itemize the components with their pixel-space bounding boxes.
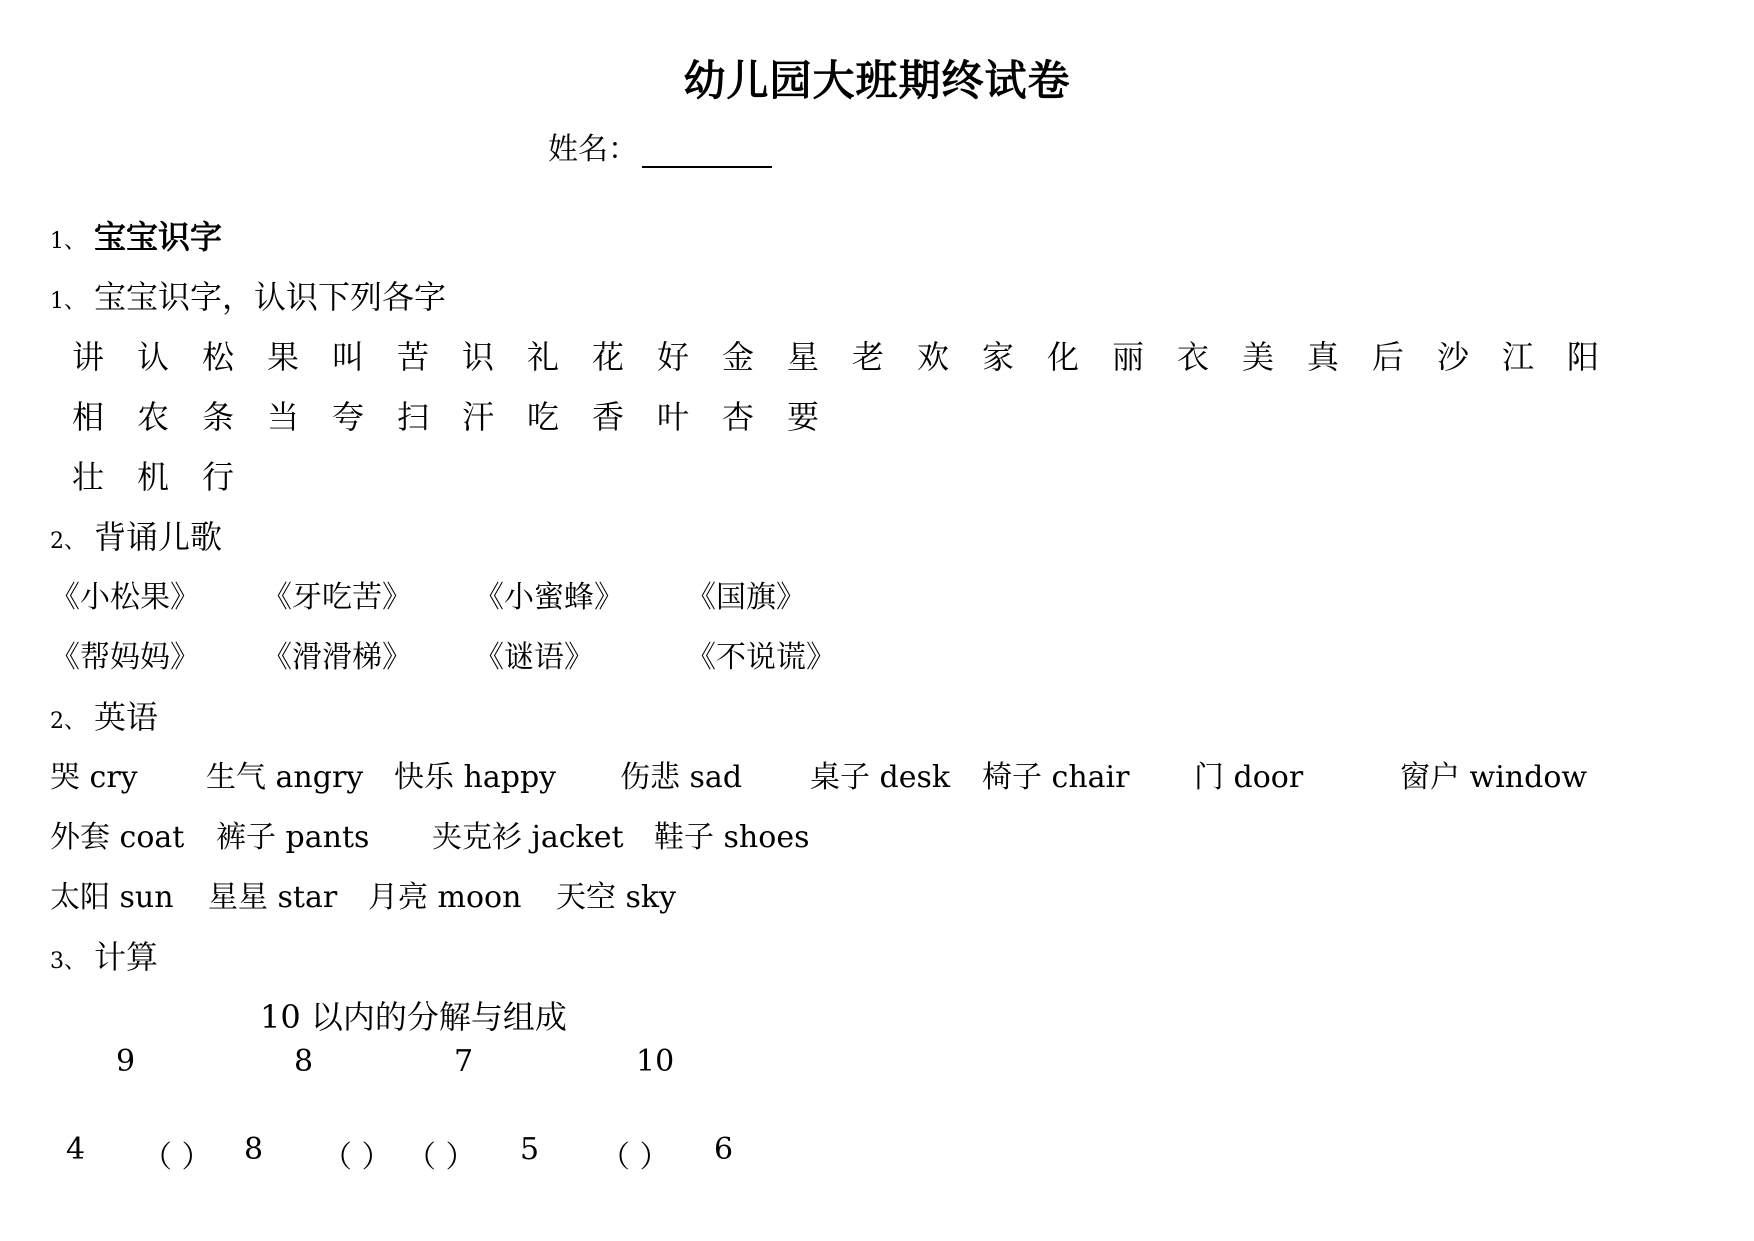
character: 农 xyxy=(137,398,170,436)
character: 金 xyxy=(722,338,755,376)
character: 江 xyxy=(1502,338,1535,376)
poems-row-2 xyxy=(50,632,950,675)
character: 吃 xyxy=(527,398,560,436)
vocab-item: 外套 coat xyxy=(50,820,185,855)
poem-title: 《帮妈妈》 xyxy=(50,640,200,675)
character: 后 xyxy=(1372,338,1405,376)
poems-row-1 xyxy=(50,572,950,615)
vocab-item: 月亮 moon xyxy=(368,880,522,915)
calc-number: 4 xyxy=(66,1132,86,1167)
vocab-item: 椅子 chair xyxy=(982,760,1130,795)
character: 花 xyxy=(592,338,625,376)
vocab-item: 裤子 pants xyxy=(216,820,370,855)
character: 果 xyxy=(267,338,300,376)
page-title: 幼儿园大班期终试卷 xyxy=(683,56,1071,105)
character: 丽 xyxy=(1112,338,1145,376)
character: 衣 xyxy=(1177,338,1210,376)
character: 美 xyxy=(1242,338,1275,376)
vocab-item: 哭 cry xyxy=(50,760,138,795)
name-blank[interactable] xyxy=(642,136,772,168)
calc-number: 6 xyxy=(714,1132,734,1167)
section-3-title: 计算 xyxy=(94,938,159,976)
character: 香 xyxy=(592,398,625,436)
calc-number: 7 xyxy=(454,1044,474,1079)
calc-number: 5 xyxy=(520,1132,540,1167)
vocab-item: 门 door xyxy=(1194,760,1304,795)
subsection-1-title: 宝宝识字，认识下列各字 xyxy=(94,278,447,316)
calc-number: 8 xyxy=(244,1132,264,1167)
english-row-3 xyxy=(50,872,950,915)
character: 汗 xyxy=(462,398,495,436)
character: 要 xyxy=(787,398,820,436)
section-3-number: 3、 xyxy=(50,949,86,974)
name-field xyxy=(548,124,772,168)
subsection-1-number: 1、 xyxy=(50,289,86,314)
character: 杏 xyxy=(722,398,755,436)
calc-subtitle: 10 以内的分解与组成 xyxy=(260,998,567,1036)
character: 阳 xyxy=(1567,338,1600,376)
vocab-item: 窗户 window xyxy=(1400,760,1588,795)
poem-title: 《小松果》 xyxy=(50,580,200,615)
character: 机 xyxy=(137,458,170,496)
character: 叫 xyxy=(332,338,365,376)
character: 叶 xyxy=(657,398,690,436)
poem-title: 《小蜜蜂》 xyxy=(474,580,624,615)
character: 扫 xyxy=(397,398,430,436)
subsection-2-heading xyxy=(50,512,222,558)
section-1-heading xyxy=(50,212,222,258)
character: 夸 xyxy=(332,398,365,436)
character: 相 xyxy=(72,398,105,436)
answer-blank[interactable]: （ ） xyxy=(322,1140,392,1175)
character: 讲 xyxy=(72,338,105,376)
poem-title: 《国旗》 xyxy=(686,580,806,615)
section-2-number: 2、 xyxy=(50,709,86,734)
character: 好 xyxy=(657,338,690,376)
section-1-title: 宝宝识字 xyxy=(94,218,223,256)
character: 星 xyxy=(787,338,820,376)
character: 条 xyxy=(202,398,235,436)
poem-title: 《谜语》 xyxy=(474,640,594,675)
character: 松 xyxy=(202,338,235,376)
characters-row-1 xyxy=(72,332,1632,378)
vocab-item: 生气 angry xyxy=(206,760,364,795)
poem-title: 《牙吃苦》 xyxy=(262,580,412,615)
answer-blank[interactable]: （ ） xyxy=(142,1140,212,1175)
vocab-item: 伤悲 sad xyxy=(620,760,743,795)
character: 老 xyxy=(852,338,885,376)
subsection-2-number: 2、 xyxy=(50,529,86,554)
vocab-item: 太阳 sun xyxy=(50,880,174,915)
subsection-2-title: 背诵儿歌 xyxy=(94,518,223,556)
section-1-number: 1、 xyxy=(50,229,86,254)
calc-top-row xyxy=(50,1044,850,1084)
subsection-1-heading xyxy=(50,272,446,318)
character: 行 xyxy=(202,458,235,496)
vocab-item: 鞋子 shoes xyxy=(654,820,810,855)
answer-blank[interactable]: （ ） xyxy=(406,1140,476,1175)
character: 真 xyxy=(1307,338,1340,376)
calc-number: 9 xyxy=(116,1044,136,1079)
vocab-item: 天空 sky xyxy=(556,880,677,915)
characters-row-2 xyxy=(72,392,852,438)
calc-number: 8 xyxy=(294,1044,314,1079)
section-2-heading xyxy=(50,692,158,738)
poem-title: 《滑滑梯》 xyxy=(262,640,412,675)
section-3-heading xyxy=(50,932,158,978)
name-label: 姓名： xyxy=(548,132,638,167)
section-2-title: 英语 xyxy=(94,698,159,736)
character: 苦 xyxy=(397,338,430,376)
vocab-item: 星星 star xyxy=(208,880,338,915)
character: 家 xyxy=(982,338,1015,376)
calc-number: 10 xyxy=(636,1044,675,1079)
character: 认 xyxy=(137,338,170,376)
character: 当 xyxy=(267,398,300,436)
characters-row-3 xyxy=(72,452,267,498)
vocab-item: 快乐 happy xyxy=(394,760,557,795)
character: 礼 xyxy=(527,338,560,376)
vocab-item: 桌子 desk xyxy=(810,760,951,795)
character: 识 xyxy=(462,338,495,376)
character: 壮 xyxy=(72,458,105,496)
calc-bottom-row xyxy=(50,1132,850,1175)
english-row-2 xyxy=(50,812,950,855)
answer-blank[interactable]: （ ） xyxy=(600,1140,670,1175)
character: 化 xyxy=(1047,338,1080,376)
vocab-item: 夹克衫 jacket xyxy=(432,820,624,855)
english-row-1 xyxy=(50,752,1690,795)
character: 沙 xyxy=(1437,338,1470,376)
poem-title: 《不说谎》 xyxy=(686,640,836,675)
character: 欢 xyxy=(917,338,950,376)
